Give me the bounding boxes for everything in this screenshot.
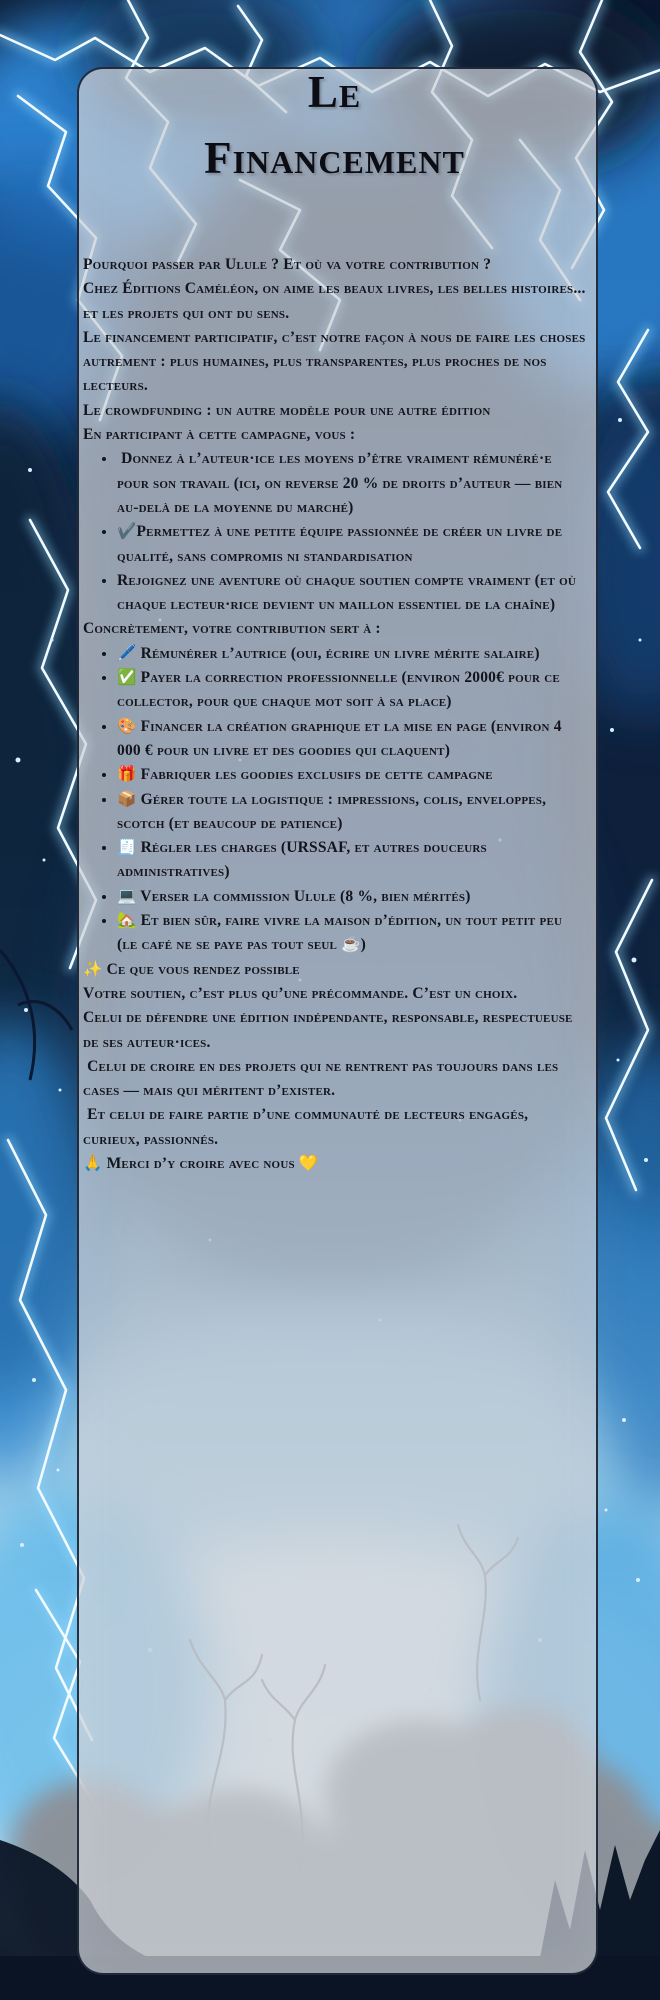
paragraph-intro: Le financement participatif, c’est notre façon à nous de faire les choses autrement : plus humaines, plus transparentes, plus proches de nos lecteurs. [83, 328, 590, 395]
content-card [77, 67, 598, 1975]
paragraph-intro: Le crowdfunding : un autre modèle pour une autre édition [83, 401, 491, 419]
list-item: • 📦 Gérer toute la logistique : impressions, colis, enveloppes, scotch (et beaucoup de patience) [117, 788, 586, 837]
list-item: • 🖊️ Rémunérer l’autrice (oui, écrire un livre mérite salaire) [117, 642, 586, 666]
contribution-list [83, 642, 586, 958]
list-item: • 🎨 Financer la création graphique et la mise en page (environ 4 000 € pour un livre et des goodies qui claquent) [117, 715, 586, 764]
section-title [83, 59, 586, 191]
paragraph-intro: Chez Éditions Caméléon, on aime les beaux livres, les belles histoires... et les projets qui ont du sens. [83, 280, 590, 322]
paragraph-closing: Votre soutien, c’est plus qu’une précommande. C’est un choix. [83, 984, 518, 1002]
list-item: • Rejoignez une aventure où chaque soutien compte vraiment (et où chaque lecteur·rice devient un maillon essentiel de la chaîne) [117, 569, 586, 618]
list-item: • 🏡 Et bien sûr, faire vivre la maison d’édition, un tout petit peu (le café ne se paye pas tout seul ☕) [117, 909, 586, 958]
paragraph-closing: Celui de défendre une édition indépendante, responsable, respectueuse de ses auteur·ices. [83, 1009, 577, 1051]
paragraph-closing: 🙏 Merci d’y croire avec nous 💛 [83, 1154, 319, 1172]
participation-list [83, 447, 586, 617]
list-item: • 🧾 Régler les charges (URSSAF, et autres douceurs administratives) [117, 836, 586, 885]
list-item: • ✔️Permettez à une petite équipe passionnée de créer un livre de qualité, sans compromis ni standardisation [117, 520, 586, 569]
list-item: • 🎁 Fabriquer les goodies exclusifs de cette campagne [117, 763, 586, 787]
list-item: • ✅ Payer la correction professionnelle (environ 2000€ pour ce collector, pour que chaque mot soit à sa place) [117, 666, 586, 715]
paragraph-closing: Et celui de faire partie d’une communauté de lecteurs engagés, curieux, passionnés. [83, 1106, 533, 1148]
paragraph-contribution-heading: Concrètement, votre contribution sert à : [83, 620, 381, 638]
paragraph-intro: En participant à cette campagne, vous : [83, 426, 356, 444]
campaign-text [83, 253, 590, 1176]
title-line-1: Le [307, 67, 362, 117]
title-line-2: Financement [204, 133, 465, 183]
paragraph-closing: Celui de croire en des projets qui ne rentrent pas toujours dans les cases — mais qui méritent d’exister. [83, 1057, 563, 1100]
list-item: • Donnez à l’auteur·ice les moyens d’être vraiment rémunéré·e pour son travail (ici, on reverse 20 % de droits d’auteur — bien au-delà de la moyenne du marché) [117, 447, 586, 520]
paragraph-closing: ✨ Ce que vous rendez possible [83, 960, 300, 978]
paragraph-intro: Pourquoi passer par Ulule ? Et où va votre contribution ? [83, 256, 492, 273]
list-item: • 💻 Verser la commission Ulule (8 %, bien mérités) [117, 885, 586, 909]
